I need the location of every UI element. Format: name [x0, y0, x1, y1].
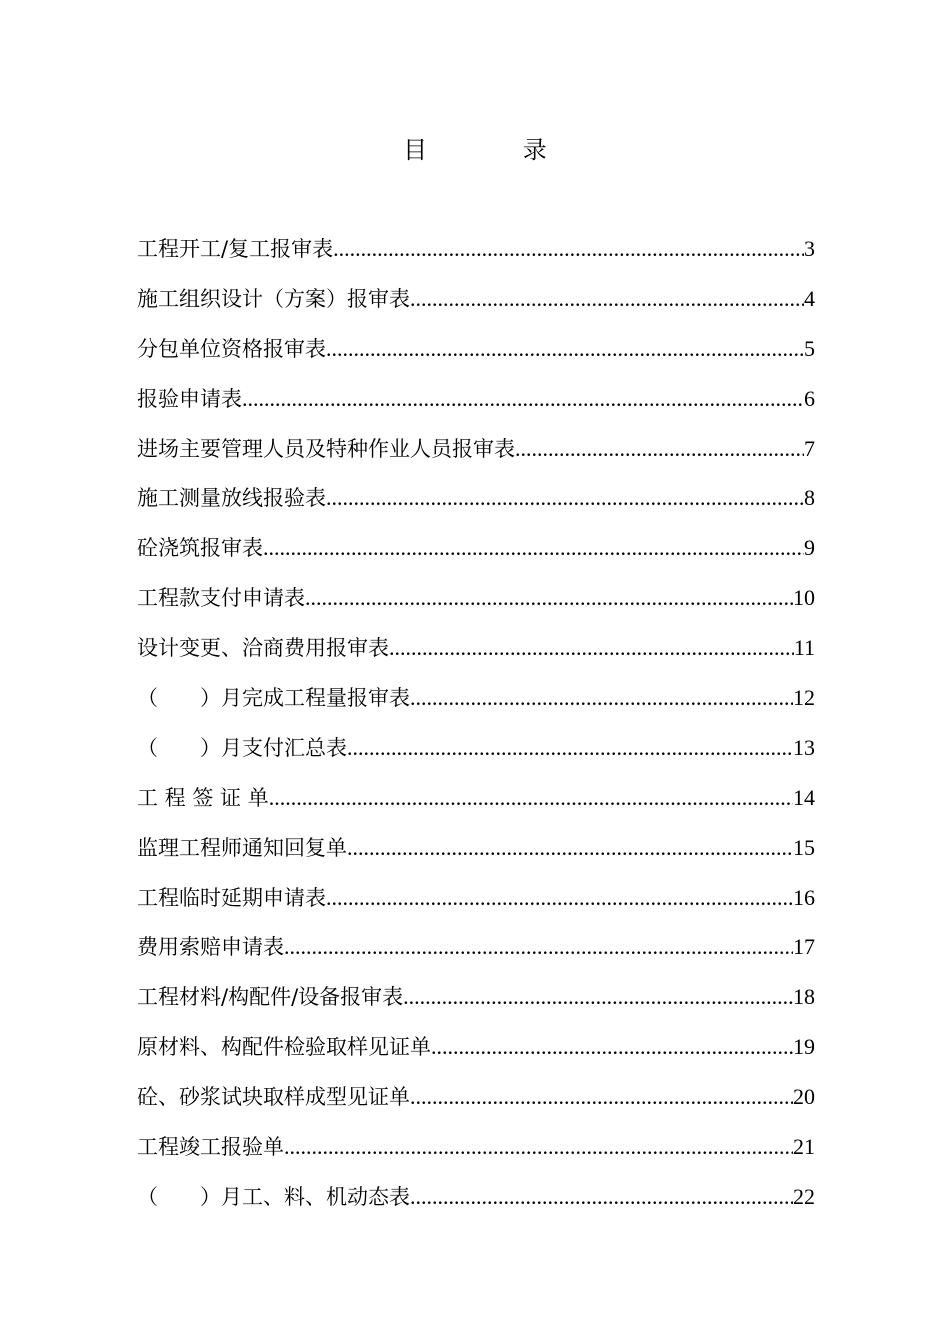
- toc-entry[interactable]: [137, 478, 815, 528]
- toc-page-number: 17: [793, 934, 815, 960]
- toc-page-number: 5: [804, 335, 815, 361]
- toc-entry[interactable]: [137, 379, 815, 429]
- toc-entry[interactable]: [137, 1127, 815, 1177]
- toc-entry[interactable]: [137, 1177, 815, 1227]
- toc-entry[interactable]: [137, 229, 815, 279]
- toc-entry-label: 工程材料/构配件/设备报审表: [137, 985, 404, 1010]
- toc-page-number: 12: [793, 685, 815, 711]
- toc-page-number: 4: [804, 285, 815, 311]
- toc-page-number: 8: [804, 485, 815, 511]
- toc-entry-label: 费用索赔申请表: [137, 935, 284, 960]
- toc-entry-label: 工程竣工报验单: [137, 1135, 284, 1160]
- toc-entry-label: 工 程 签 证 单: [137, 785, 269, 810]
- toc-entry-label: （ ）月完成工程量报审表: [137, 686, 410, 711]
- toc-entry-label: 工程临时延期申请表: [137, 885, 326, 910]
- toc-entry[interactable]: [137, 927, 815, 977]
- toc-dot-leader: [284, 927, 793, 967]
- toc-entry[interactable]: [137, 678, 815, 728]
- toc-entry-label: 原材料、构配件检验取样见证单: [137, 1035, 431, 1060]
- toc-entry[interactable]: [137, 728, 815, 778]
- toc-entry-label: 分包单位资格报审表: [137, 336, 326, 361]
- toc-page-number: 21: [793, 1134, 815, 1160]
- toc-entry[interactable]: [137, 828, 815, 878]
- toc-dot-leader: [389, 628, 794, 668]
- toc-entry[interactable]: [137, 977, 815, 1027]
- toc-entry[interactable]: [137, 1077, 815, 1127]
- toc-entry-label: 报验申请表: [137, 386, 242, 411]
- toc-entry-label: （ ）月支付汇总表: [137, 735, 347, 760]
- page-title: 目 录: [403, 136, 591, 164]
- toc-entry[interactable]: [137, 778, 815, 828]
- toc-entry-label: 工程开工/复工报审表: [137, 237, 334, 261]
- toc-entry-label: 施工组织设计（方案）报审表: [137, 286, 410, 311]
- toc-dot-leader: [326, 478, 804, 518]
- toc-page-number: 15: [793, 834, 815, 860]
- toc-entry-label: 工程款支付申请表: [137, 586, 305, 611]
- toc-page-number: 20: [793, 1084, 815, 1110]
- toc-entry-label: 砼浇筑报审表: [137, 536, 263, 561]
- toc-dot-leader: [284, 1127, 793, 1167]
- table-of-contents: [137, 229, 815, 1227]
- toc-entry-label: 施工测量放线报验表: [137, 486, 326, 511]
- toc-entry[interactable]: [137, 329, 815, 379]
- toc-page-number: 11: [793, 635, 815, 661]
- toc-page-number: 22: [793, 1183, 815, 1209]
- toc-dot-leader: [410, 1077, 793, 1117]
- toc-page-number: 13: [793, 734, 815, 760]
- toc-page-number: 3: [804, 236, 815, 261]
- toc-page-number: 19: [793, 1034, 815, 1060]
- toc-dot-leader: [333, 229, 804, 269]
- toc-dot-leader: [410, 279, 804, 319]
- toc-dot-leader: [410, 1177, 793, 1217]
- toc-entry[interactable]: [137, 1027, 815, 1077]
- toc-entry[interactable]: [137, 878, 815, 928]
- toc-dot-leader: [347, 828, 793, 868]
- toc-dot-leader: [515, 429, 804, 469]
- toc-dot-leader: [326, 878, 793, 918]
- toc-page-number: 6: [804, 385, 815, 411]
- toc-dot-leader: [263, 528, 804, 568]
- toc-page-number: 9: [804, 535, 815, 561]
- toc-entry-label: 进场主要管理人员及特种作业人员报审表: [137, 436, 515, 461]
- toc-dot-leader: [403, 977, 793, 1017]
- toc-dot-leader: [410, 678, 793, 718]
- toc-dot-leader: [305, 578, 793, 618]
- toc-dot-leader: [242, 379, 804, 419]
- toc-entry-label: 监理工程师通知回复单: [137, 835, 347, 860]
- toc-page-number: 18: [793, 984, 815, 1010]
- toc-entry[interactable]: [137, 528, 815, 578]
- toc-entry-label: 设计变更、洽商费用报审表: [137, 636, 389, 661]
- toc-dot-leader: [269, 778, 793, 818]
- toc-entry-label: （ ）月工、料、机动态表: [137, 1184, 410, 1209]
- toc-page-number: 14: [793, 784, 815, 810]
- toc-entry[interactable]: [137, 279, 815, 329]
- toc-entry[interactable]: [137, 628, 815, 678]
- toc-entry[interactable]: [137, 429, 815, 479]
- toc-page-number: 7: [804, 435, 815, 461]
- toc-entry[interactable]: [137, 578, 815, 628]
- toc-page-number: 16: [793, 884, 815, 910]
- toc-dot-leader: [431, 1027, 793, 1067]
- toc-dot-leader: [326, 329, 804, 369]
- toc-dot-leader: [347, 728, 793, 768]
- toc-page-number: 10: [793, 585, 815, 611]
- toc-entry-label: 砼、砂浆试块取样成型见证单: [137, 1085, 410, 1110]
